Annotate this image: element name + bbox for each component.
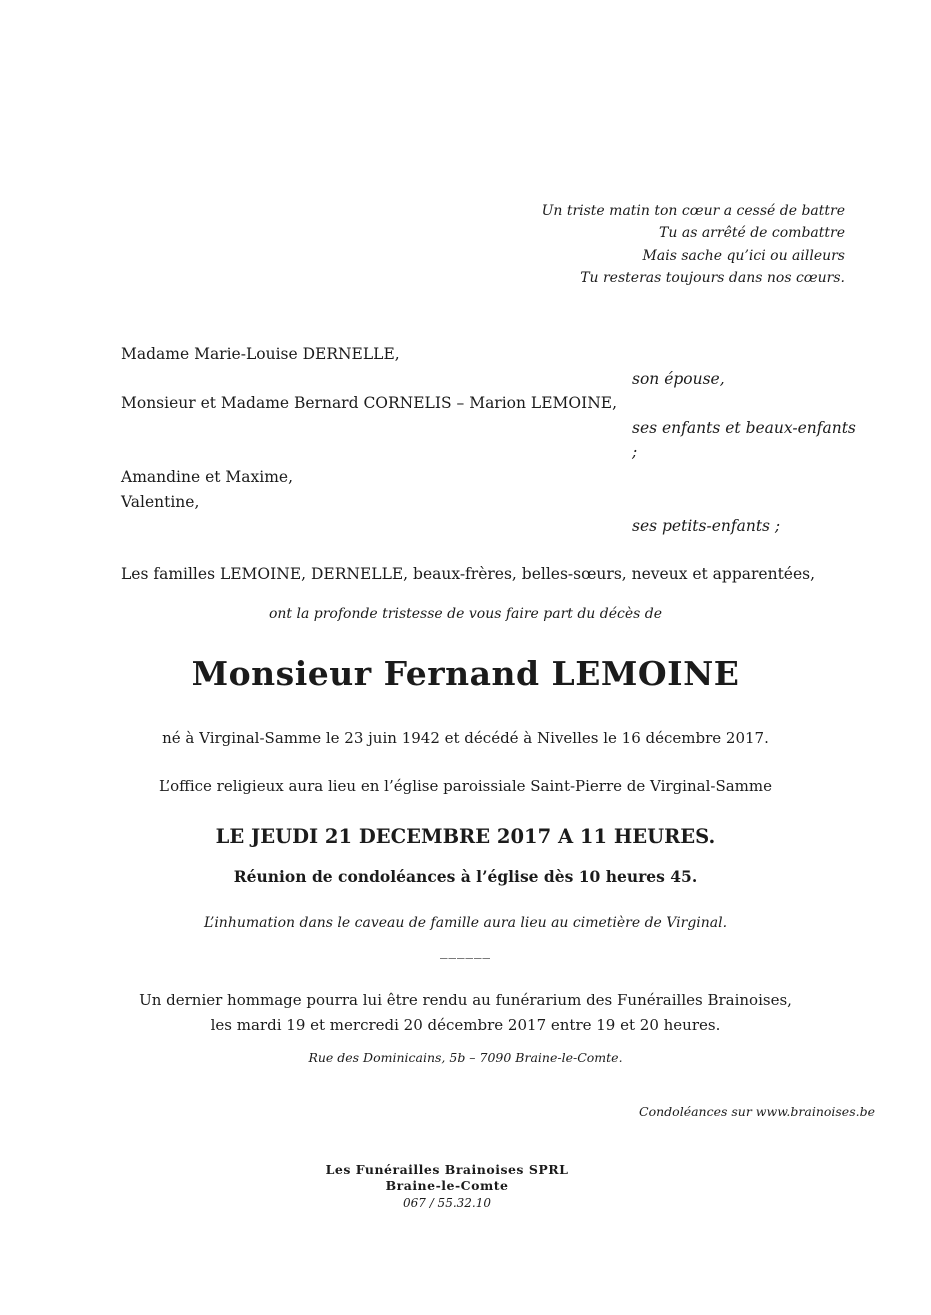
deceased-name: Monsieur Fernand LEMOINE xyxy=(191,654,740,693)
relation-label: ses enfants et beaux-enfants ; xyxy=(632,418,856,462)
extended-families-line: Les familles LEMOINE, DERNELLE, beaux-frères, belles-sœurs, neveux et apparentées, xyxy=(121,564,816,583)
family-member: Monsieur et Madame Bernard CORNELIS – Marion LEMOINE, xyxy=(121,394,618,413)
religious-service-line: L’office religieux aura lieu en l’église paroissiale Saint-Pierre de Virginal-Samme xyxy=(159,777,772,795)
funeral-home-name: Les Funérailles Brainoises SPRL xyxy=(325,1162,569,1177)
poem-line: Mais sache qu’ici ou ailleurs xyxy=(642,247,845,264)
section-divider: ______ xyxy=(440,941,491,959)
family-list xyxy=(121,342,861,586)
family-member: Madame Marie-Louise DERNELLE, xyxy=(121,345,400,363)
family-member: Amandine et Maxime, xyxy=(121,467,294,486)
family-member: Valentine, xyxy=(121,492,200,511)
poem-line: Un triste matin ton cœur a cessé de battre xyxy=(541,203,845,219)
funeral-home-footer xyxy=(0,1162,894,1211)
tribute-line: les mardi 19 et mercredi 20 décembre 2017 entre 19 et 20 heures. xyxy=(210,1016,721,1035)
funeral-home-visit-block xyxy=(0,988,931,1039)
opening-poem xyxy=(542,200,845,289)
poem-line: Tu resteras toujours dans nos cœurs. xyxy=(580,269,845,286)
birth-death-line: né à Virginal-Samme le 23 juin 1942 et décédé à Nivelles le 16 décembre 2017. xyxy=(162,729,769,747)
relation-label: son épouse, xyxy=(632,369,725,388)
announcement-intro: ont la profonde tristesse de vous faire part du décès de xyxy=(268,606,663,622)
condolence-meeting-line: Réunion de condoléances à l’église dès 10 heures 45. xyxy=(233,867,698,886)
tribute-line: Un dernier hommage pourra lui être rendu au funérarium des Funérailles Brainoises, xyxy=(139,991,792,1009)
relation-label: ses petits-enfants ; xyxy=(632,517,781,536)
funeral-home-address: Rue des Dominicains, 5b – 7090 Braine-le-Comte. xyxy=(308,1050,623,1065)
burial-line: L’inhumation dans le caveau de famille aura lieu au cimetière de Virginal. xyxy=(203,915,728,931)
funeral-home-phone: 067 / 55.32.10 xyxy=(402,1195,491,1210)
service-date-time: LE JEUDI 21 DECEMBRE 2017 A 11 HEURES. xyxy=(215,825,716,848)
funeral-home-city: Braine-le-Comte xyxy=(385,1178,509,1194)
online-condolences-line: Condoléances sur www.brainoises.be xyxy=(639,1104,875,1119)
poem-line: Tu as arrêté de combattre xyxy=(659,225,845,242)
